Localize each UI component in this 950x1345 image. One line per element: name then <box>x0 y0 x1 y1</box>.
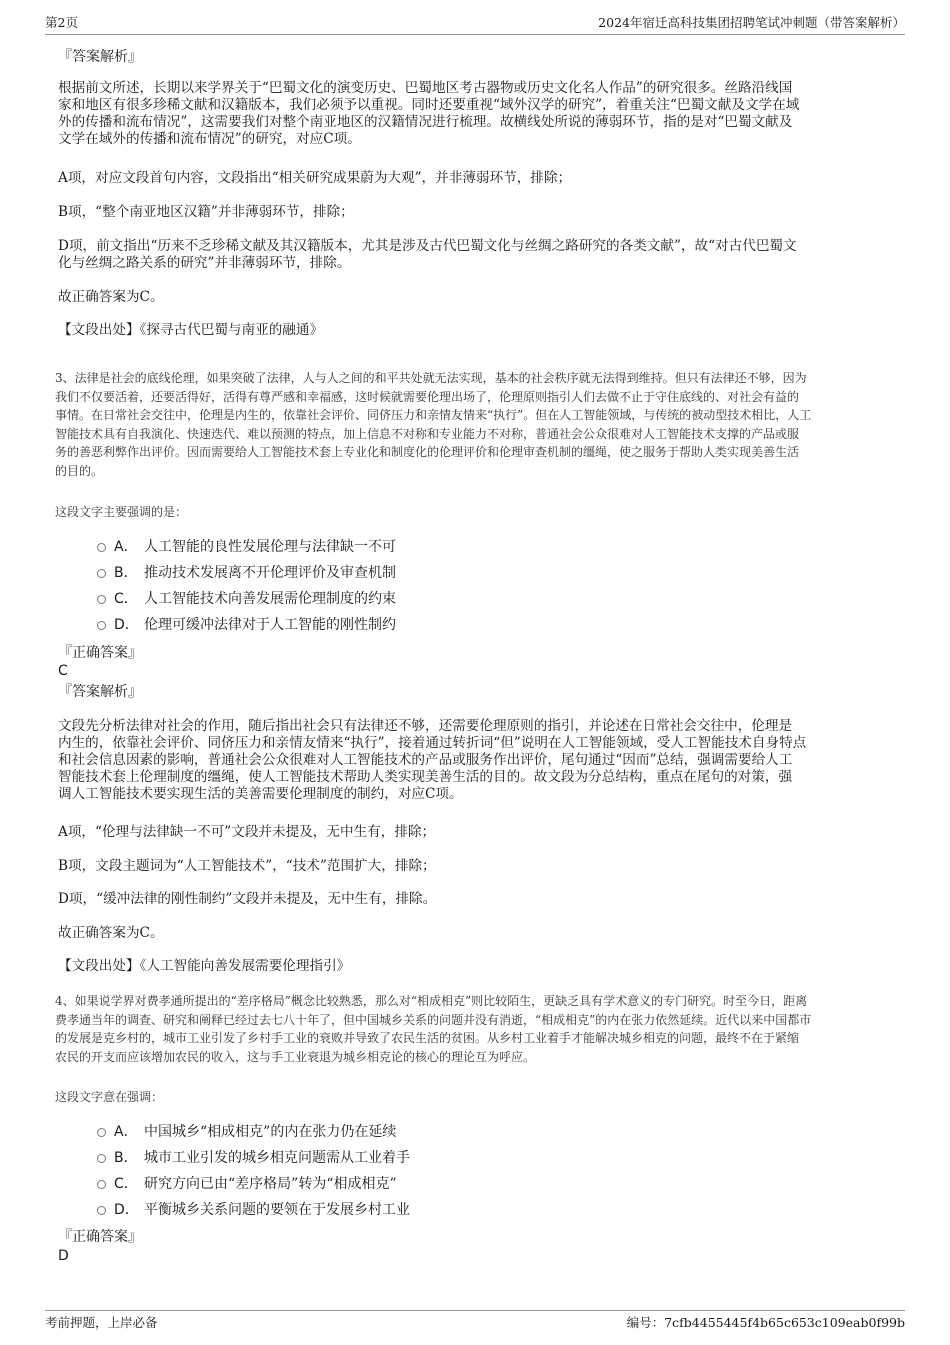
radio-icon[interactable] <box>97 1154 106 1163</box>
q3-stem-line: 智能技术具有自我演化、快速迭代、难以预测的特点，加上信息不对称和专业能力不对称，普通社会公众很难对人工智能技术支撑的产品或服 <box>55 426 800 441</box>
radio-icon[interactable] <box>97 543 106 552</box>
q2-analysis-line: 外的传播和流布情况”，这需要我们对整个南亚地区的汉籍情况进行梳理。故横线处所说的薄弱环节，指的是对“巴蜀文献及 <box>58 114 793 130</box>
q4-answer-label: 『正确答案』 <box>58 1229 142 1245</box>
q2-d-note-line: D项，前文指出“历来不乏珍稀文献及其汉籍版本，尤其是涉及古代巴蜀文化与丝绸之路研究的各类文献”，故“对古代巴蜀文 <box>58 238 797 254</box>
document-title: 2024年宿迁高科技集团招聘笔试冲刺题（带答案解析） <box>598 15 905 30</box>
q3-option-a-note: A项，“伦理与法律缺一不可”文段并未提及，无中生有，排除； <box>58 824 436 840</box>
page-footer <box>45 1310 905 1331</box>
q3-analysis-line: 文段先分析法律对社会的作用，随后指出社会只有法律还不够，还需要伦理原则的指引，并论述在日常社会交往中，伦理是 <box>58 718 793 734</box>
option-letter: C． <box>114 1176 138 1192</box>
q3-conclusion: 故正确答案为C。 <box>58 925 164 941</box>
page-header <box>45 14 905 35</box>
q3-prompt: 这段文字主要强调的是： <box>55 505 188 519</box>
q3-option-a[interactable] <box>97 538 396 556</box>
q3-source: 【文段出处】《人工智能向善发展需要伦理指引》 <box>58 958 351 974</box>
footer-slogan: 考前押题，上岸必备 <box>45 1315 158 1330</box>
q3-analysis <box>58 718 890 803</box>
q3-answer-label: 『正确答案』 <box>58 645 142 661</box>
option-text: 城市工业引发的城乡相克问题需从工业着手 <box>144 1150 410 1166</box>
option-letter: B． <box>114 565 138 581</box>
option-letter: A． <box>114 539 138 555</box>
q4-stem-line: 农民的开支而应该增加农民的收入，这与手工业衰退为城乡相克论的核心的理论互为呼应。 <box>55 1049 536 1064</box>
q2-option-a-note: A项，对应文段首句内容，文段指出“相关研究成果蔚为大观”，并非薄弱环节，排除； <box>58 170 572 186</box>
option-letter: D． <box>114 617 139 633</box>
q3-analysis-line: 内生的，依靠社会评价、同侪压力和亲情友情来“执行”，接着通过转折词“但”说明在人工智能领域，受人工智能技术自身特点 <box>58 735 807 751</box>
q2-d-note-line: 化与丝绸之路关系的研究”并非薄弱环节，排除。 <box>58 255 351 271</box>
option-text: 人工智能的良性发展伦理与法律缺一不可 <box>144 539 396 555</box>
q4-stem <box>55 992 895 1066</box>
q4-option-d[interactable] <box>97 1201 410 1219</box>
q2-analysis-label: 『答案解析』 <box>58 49 142 65</box>
q3-option-b[interactable] <box>97 564 396 582</box>
q4-option-b[interactable] <box>97 1149 410 1167</box>
option-letter: A． <box>114 1124 138 1140</box>
q4-stem-line: 费孝通当年的调查、研究和阐释已经过去七八十年了，但中国城乡关系的问题并没有消逝，“相成相克”的内在张力依然延续。近代以来中国都市 <box>55 1012 812 1027</box>
radio-icon[interactable] <box>97 595 106 604</box>
q3-stem-line: 的目的。 <box>55 463 104 478</box>
q4-option-c[interactable] <box>97 1175 397 1193</box>
q3-answer: C <box>58 663 68 679</box>
q2-source: 【文段出处】《探寻古代巴蜀与南亚的融通》 <box>58 322 324 338</box>
q4-stem-line: 4、如果说学界对费孝通所提出的“差序格局”概念比较熟悉，那么对“相成相克”则比较陌生，更缺乏具有学术意义的专门研究。时至今日，距离 <box>55 994 808 1008</box>
q2-analysis <box>58 80 890 148</box>
q3-option-c[interactable] <box>97 590 396 608</box>
option-text: 伦理可缓冲法律对于人工智能的刚性制约 <box>144 617 396 633</box>
document-code: 编号：7cfb4455445f4b65c653c109eab0f99b <box>626 1315 905 1330</box>
q3-stem-line: 务的善恶利弊作出评价。因而需要给人工智能技术套上专业化和制度化的伦理评价和伦理审查机制的缰绳，使之服务于帮助人类实现美善生活 <box>55 445 800 459</box>
q3-option-d-note: D项，“缓冲法律的刚性制约”文段并未提及，无中生有，排除。 <box>58 891 437 907</box>
option-text: 研究方向已由“差序格局”转为“相成相克” <box>144 1176 397 1192</box>
q3-option-d[interactable] <box>97 616 396 634</box>
q3-stem <box>55 369 895 480</box>
q2-conclusion: 故正确答案为C。 <box>58 289 164 305</box>
q4-prompt: 这段文字意在强调： <box>55 1090 164 1104</box>
q3-stem-line: 事情。在日常社会交往中，伦理是内生的，依靠社会评价、同侪压力和亲情友情来“执行”。但在人工智能领域，与传统的被动型技术相比，人工 <box>55 408 812 422</box>
radio-icon[interactable] <box>97 1128 106 1137</box>
q2-analysis-line: 根据前文所述，长期以来学界关于“巴蜀文化的演变历史、巴蜀地区考古器物或历史文化名人作品”的研究很多。丝路沿线国 <box>58 80 793 96</box>
option-letter: D． <box>114 1202 139 1218</box>
q2-analysis-line: 文学在域外的传播和流布情况”的研究，对应C项。 <box>58 131 361 147</box>
radio-icon[interactable] <box>97 621 106 630</box>
page-number: 第2页 <box>45 15 78 30</box>
q4-option-a[interactable] <box>97 1123 396 1141</box>
option-text: 中国城乡“相成相克”的内在张力仍在延续 <box>144 1124 397 1140</box>
radio-icon[interactable] <box>97 569 106 578</box>
radio-icon[interactable] <box>97 1206 106 1215</box>
q3-stem-line: 我们不仅要活着，还要活得好，活得有尊严感和幸福感，这时候就需要伦理出场了，伦理原则指引人们去做不止于守住底线的、对社会有益的 <box>55 389 800 404</box>
option-letter: B． <box>114 1150 138 1166</box>
radio-icon[interactable] <box>97 1180 106 1189</box>
q2-option-d-note <box>58 238 890 272</box>
q3-analysis-line: 调人工智能技术要实现生活的美善需要伦理制度的制约，对应C项。 <box>58 786 463 802</box>
q3-analysis-line: 智能技术套上伦理制度的缰绳，使人工智能技术帮助人类实现美善生活的目的。故文段为分总结构，重点在尾句的对策，强 <box>58 769 793 785</box>
q2-analysis-line: 家和地区有很多珍稀文献和汉籍版本，我们必须予以重视。同时还要重视“域外汉学的研究”，着重关注“巴蜀文献及文学在域 <box>58 97 800 113</box>
option-letter: C． <box>114 591 138 607</box>
q4-stem-line: 的发展是克乡村的，城市工业引发了乡村手工业的衰败并导致了农民生活的贫困。从乡村工业着手才能解决城乡相克的问题，最终不在于紧缩 <box>55 1031 800 1045</box>
q2-option-b-note: B项，“整个南亚地区汉籍”并非薄弱环节，排除； <box>58 204 354 220</box>
option-text: 人工智能技术向善发展需伦理制度的约束 <box>144 591 396 607</box>
q3-option-b-note: B项，文段主题词为“人工智能技术”，“技术”范围扩大，排除； <box>58 858 436 874</box>
q3-analysis-label: 『答案解析』 <box>58 684 142 700</box>
q3-analysis-line: 和社会信息因素的影响，普通社会公众很难对人工智能技术的产品或服务作出评价，尾句通过“因而”总结，强调需要给人工 <box>58 752 793 768</box>
option-text: 平衡城乡关系问题的要领在于发展乡村工业 <box>144 1202 410 1218</box>
q4-answer: D <box>58 1248 69 1264</box>
option-text: 推动技术发展离不开伦理评价及审查机制 <box>144 565 396 581</box>
q3-stem-line: 3、法律是社会的底线伦理，如果突破了法律，人与人之间的和平共处就无法实现，基本的社会秩序就无法得到维持。但只有法律还不够，因为 <box>55 371 807 385</box>
